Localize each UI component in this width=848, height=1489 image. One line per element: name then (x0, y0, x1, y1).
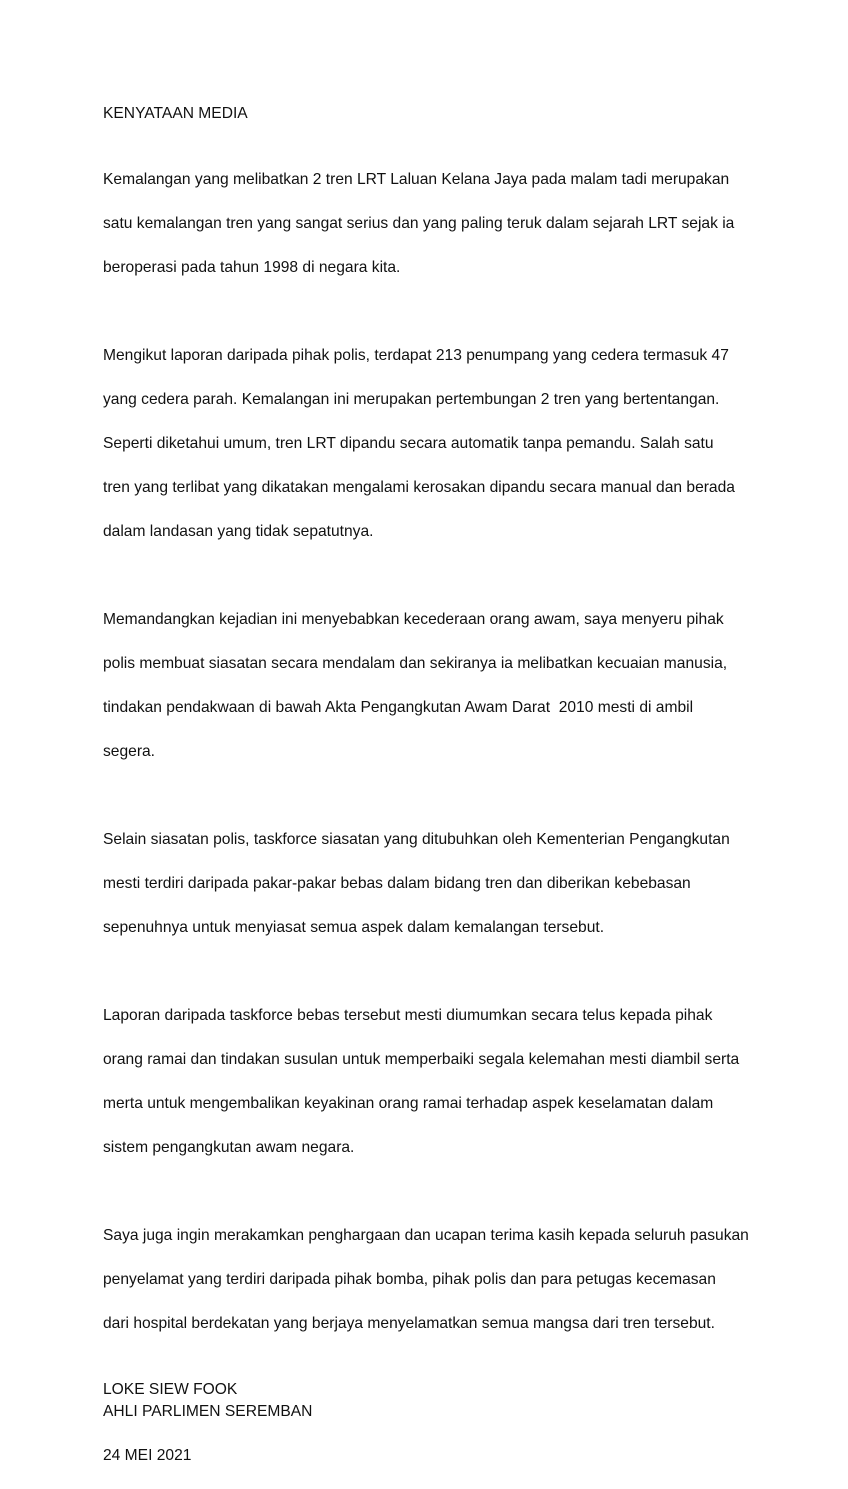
statement-date: 24 MEI 2021 (103, 1447, 192, 1464)
paragraph-line: Laporan daripada taskforce bebas tersebut mesti diumumkan secara telus kepada pihak (103, 1007, 713, 1024)
paragraph-6 (103, 1203, 753, 1357)
paragraph-1 (103, 147, 753, 301)
paragraph-line: dari hospital berdekatan yang berjaya menyelamatkan semua mangsa dari tren tersebut. (103, 1315, 715, 1332)
paragraph-line: Seperti diketahui umum, tren LRT dipandu secara automatik tanpa pemandu. Salah satu (103, 435, 714, 452)
paragraph-line: mesti terdiri daripada pakar-pakar bebas dalam bidang tren dan diberikan kebebasan (103, 875, 691, 892)
paragraph-line: Saya juga ingin merakamkan penghargaan dan ucapan terima kasih kepada seluruh pasukan (103, 1227, 749, 1244)
paragraph-line: sistem pengangkutan awam negara. (103, 1139, 355, 1156)
paragraph-line: segera. (103, 743, 156, 760)
paragraph-line: polis membuat siasatan secara mendalam dan sekiranya ia melibatkan kecuaian manusia, (103, 655, 728, 672)
paragraph-5 (103, 983, 753, 1181)
paragraph-line: beroperasi pada tahun 1998 di negara kita. (103, 259, 401, 276)
paragraph-line: dalam landasan yang tidak sepatutnya. (103, 523, 374, 540)
signatory-title: AHLI PARLIMEN SEREMBAN (103, 1403, 313, 1420)
document-heading: KENYATAAN MEDIA (103, 105, 248, 122)
paragraph-line: satu kemalangan tren yang sangat serius dan yang paling teruk dalam sejarah LRT sejak ia (103, 215, 735, 232)
paragraph-4 (103, 807, 753, 961)
paragraph-line: merta untuk mengembalikan keyakinan orang ramai terhadap aspek keselamatan dalam (103, 1095, 714, 1112)
paragraph-2 (103, 323, 753, 565)
paragraph-line: sepenuhnya untuk menyiasat semua aspek dalam kemalangan tersebut. (103, 919, 605, 936)
paragraph-3 (103, 587, 753, 785)
paragraph-line: penyelamat yang terdiri daripada pihak bomba, pihak polis dan para petugas kecemasan (103, 1271, 716, 1288)
paragraph-line: Selain siasatan polis, taskforce siasatan yang ditubuhkan oleh Kementerian Pengangkutan (103, 831, 730, 848)
paragraph-line: Kemalangan yang melibatkan 2 tren LRT Laluan Kelana Jaya pada malam tadi merupakan (103, 171, 730, 188)
signatory-name: LOKE SIEW FOOK (103, 1381, 238, 1398)
paragraph-line: tindakan pendakwaan di bawah Akta Pengangkutan Awam Darat 2010 mesti di ambil (103, 699, 694, 716)
paragraph-line: Mengikut laporan daripada pihak polis, terdapat 213 penumpang yang cedera termasuk 47 (103, 347, 729, 364)
paragraph-line: Memandangkan kejadian ini menyebabkan kecederaan orang awam, saya menyeru pihak (103, 611, 724, 628)
paragraph-line: orang ramai dan tindakan susulan untuk memperbaiki segala kelemahan mesti diambil serta (103, 1051, 740, 1068)
paragraph-line: tren yang terlibat yang dikatakan mengalami kerosakan dipandu secara manual dan berada (103, 479, 735, 496)
press-statement (103, 103, 753, 1489)
paragraph-line: yang cedera parah. Kemalangan ini merupakan pertembungan 2 tren yang bertentangan. (103, 391, 720, 408)
